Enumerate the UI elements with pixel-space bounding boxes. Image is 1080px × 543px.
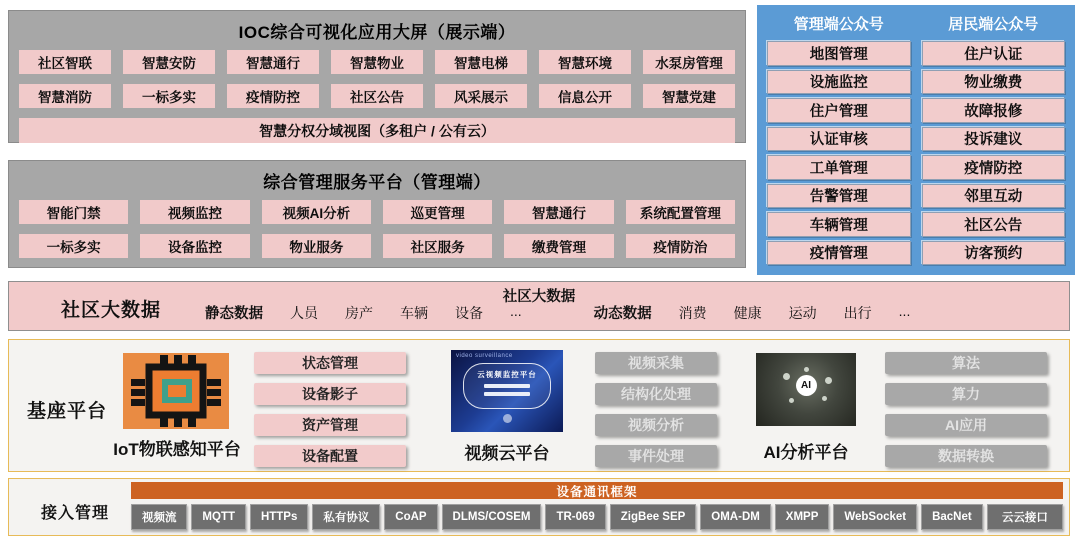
- wechat-module-chip: 地图管理: [767, 41, 911, 66]
- cloud-shape-icon: [463, 363, 551, 409]
- ai-feature-buttons: [885, 352, 1047, 467]
- protocol-chip: HTTPs: [250, 504, 308, 530]
- ioc-module-chip: 智慧消防: [19, 84, 111, 108]
- wechat-module-chip: 住户管理: [767, 98, 911, 123]
- base-platform-panel: [8, 339, 1070, 472]
- wechat-module-chip: 疫情管理: [767, 241, 911, 266]
- ioc-module-chip: 风采展示: [435, 84, 527, 108]
- data-category: 运动: [788, 305, 817, 321]
- mgmt-module-chip: 缴费管理: [504, 234, 613, 258]
- mgmt-module-chip: 疫情防治: [626, 234, 735, 258]
- data-category: 设备: [455, 305, 483, 321]
- wechat-module-chip: 投诉建议: [922, 127, 1066, 152]
- iot-chip-icon: [123, 353, 229, 429]
- ioc-module-chip: 智慧通行: [227, 50, 319, 74]
- wechat-module-chip: 物业缴费: [922, 70, 1066, 95]
- ai-feature-chip: 算法: [885, 352, 1047, 374]
- protocol-chip: ZigBee SEP: [610, 504, 697, 530]
- mgmt-module-chip: 视频AI分析: [262, 200, 371, 224]
- dynamic-data-items: [679, 303, 911, 323]
- protocol-chip: MQTT: [191, 504, 246, 530]
- mgmt-module-chip: 一标多实: [19, 234, 128, 258]
- iot-feature-chip: 设备影子: [254, 383, 406, 405]
- data-category: 出行: [843, 305, 872, 321]
- wechat-module-chip: 住户认证: [922, 41, 1066, 66]
- protocol-row: [131, 504, 1063, 530]
- video-feature-chip: 视频分析: [595, 414, 717, 436]
- ioc-module-chip: 智慧安防: [123, 50, 215, 74]
- wechat-module-chip: 设施监控: [767, 70, 911, 95]
- mgmt-module-chip: 巡更管理: [383, 200, 492, 224]
- data-category: 消费: [678, 305, 707, 321]
- wechat-module-chip: 邻里互动: [922, 184, 1066, 209]
- access-management-panel: [8, 478, 1070, 536]
- mgmt-module-chip: 设备监控: [140, 234, 249, 258]
- bigdata-band: [8, 281, 1070, 331]
- data-category: 车辆: [400, 305, 428, 321]
- data-category: ...: [510, 303, 522, 319]
- ioc-module-chip: 社区公告: [331, 84, 423, 108]
- ioc-module-row-1: [19, 50, 735, 74]
- wechat-module-chip: 故障报修: [922, 98, 1066, 123]
- video-thumb-brand-text: video surveillance: [456, 353, 513, 359]
- protocol-chip: 私有协议: [312, 504, 380, 530]
- ioc-module-chip: 水泵房管理: [643, 50, 735, 74]
- wechat-module-chip: 访客预约: [922, 241, 1066, 266]
- ai-feature-chip: AI应用: [885, 414, 1047, 436]
- mgmt-panel-title: 综合管理服务平台（管理端）: [263, 173, 491, 192]
- ioc-display-panel: [8, 10, 746, 143]
- wechat-module-chip: 认证审核: [767, 127, 911, 152]
- wechat-resident-column: [922, 12, 1066, 265]
- protocol-chip: TR-069: [545, 504, 605, 530]
- wechat-module-chip: 社区公告: [922, 212, 1066, 237]
- static-data-label: 静态数据: [205, 306, 263, 322]
- login-field-decor: [484, 384, 530, 388]
- cloud-dot-decor: [503, 414, 512, 423]
- login-field-decor: [484, 392, 530, 396]
- ai-platform-caption: AI分析平台: [763, 443, 849, 462]
- ioc-module-row-2: [19, 84, 735, 108]
- base-platform-label: 基座平台: [27, 401, 108, 422]
- protocol-chip: XMPP: [775, 504, 830, 530]
- wechat-module-chip: 工单管理: [767, 155, 911, 180]
- management-platform-panel: [8, 160, 746, 268]
- video-feature-chip: 视频采集: [595, 352, 717, 374]
- ai-platform-thumbnail: [756, 353, 856, 426]
- ioc-panel-title: IOC综合可视化应用大屏（展示端）: [238, 23, 516, 42]
- video-feature-buttons: [595, 352, 717, 467]
- ioc-module-chip: 智慧环境: [539, 50, 631, 74]
- protocol-chip: 云云接口: [987, 504, 1063, 530]
- wechat-module-chip: 疫情防控: [922, 155, 1066, 180]
- wechat-accounts-panel: [757, 5, 1075, 275]
- protocol-chip: CoAP: [384, 504, 437, 530]
- device-communication-framework-bar: 设备通讯框架: [131, 482, 1063, 499]
- video-cloud-thumbnail: [451, 350, 563, 432]
- protocol-chip: WebSocket: [833, 504, 917, 530]
- iot-feature-chip: 设备配置: [254, 445, 406, 467]
- video-platform-caption: 视频云平台: [464, 444, 550, 463]
- mgmt-module-chip: 物业服务: [262, 234, 371, 258]
- mgmt-module-chip: 系统配置管理: [626, 200, 735, 224]
- mgmt-module-row-2: [19, 234, 735, 258]
- data-category: 房产: [345, 305, 373, 321]
- iot-platform-caption: IoT物联感知平台: [113, 440, 241, 459]
- bigdata-data-row: [205, 302, 910, 323]
- static-data-items: [290, 303, 522, 323]
- ioc-module-chip: 一标多实: [123, 84, 215, 108]
- multi-tenant-view-bar: 智慧分权分域视图（多租户 / 公有云）: [19, 118, 735, 143]
- ioc-module-chip: 疫情防控: [227, 84, 319, 108]
- mgmt-module-chip: 视频监控: [140, 200, 249, 224]
- ai-feature-chip: 数据转换: [885, 445, 1047, 467]
- access-management-label: 接入管理: [41, 505, 110, 522]
- wechat-module-chip: 告警管理: [767, 184, 911, 209]
- video-feature-chip: 事件处理: [595, 445, 717, 467]
- protocol-chip: BacNet: [921, 504, 983, 530]
- mgmt-module-row-1: [19, 200, 735, 224]
- data-category: 健康: [733, 305, 762, 321]
- wechat-admin-header: 管理端公众号: [793, 16, 884, 33]
- data-category: ...: [898, 303, 911, 319]
- protocol-chip: OMA-DM: [700, 504, 771, 530]
- iot-feature-buttons: [254, 352, 406, 467]
- device-communication-area: [131, 482, 1063, 530]
- wechat-resident-header: 居民端公众号: [948, 16, 1039, 33]
- bigdata-center-title: 社区大数据: [502, 289, 576, 305]
- wechat-admin-column: [767, 12, 911, 265]
- protocol-chip: DLMS/COSEM: [442, 504, 542, 530]
- ioc-module-chip: 智慧党建: [643, 84, 735, 108]
- dynamic-data-label: 动态数据: [593, 306, 652, 322]
- iot-feature-chip: 资产管理: [254, 414, 406, 436]
- mgmt-module-chip: 社区服务: [383, 234, 492, 258]
- ioc-module-chip: 智慧物业: [331, 50, 423, 74]
- data-category: 人员: [290, 305, 318, 321]
- mgmt-module-chip: 智慧通行: [504, 200, 613, 224]
- ioc-module-chip: 智慧电梯: [435, 50, 527, 74]
- wechat-module-chip: 车辆管理: [767, 212, 911, 237]
- bigdata-left-label: 社区大数据: [61, 300, 162, 321]
- protocol-chip: 视频流: [131, 504, 187, 530]
- ai-feature-chip: 算力: [885, 383, 1047, 405]
- ai-badge-icon: AI: [796, 375, 817, 396]
- ioc-module-chip: 社区智联: [19, 50, 111, 74]
- video-thumb-title: 云视频监控平台: [477, 370, 537, 379]
- ioc-module-chip: 信息公开: [539, 84, 631, 108]
- mgmt-module-chip: 智能门禁: [19, 200, 128, 224]
- video-feature-chip: 结构化处理: [595, 383, 717, 405]
- iot-feature-chip: 状态管理: [254, 352, 406, 374]
